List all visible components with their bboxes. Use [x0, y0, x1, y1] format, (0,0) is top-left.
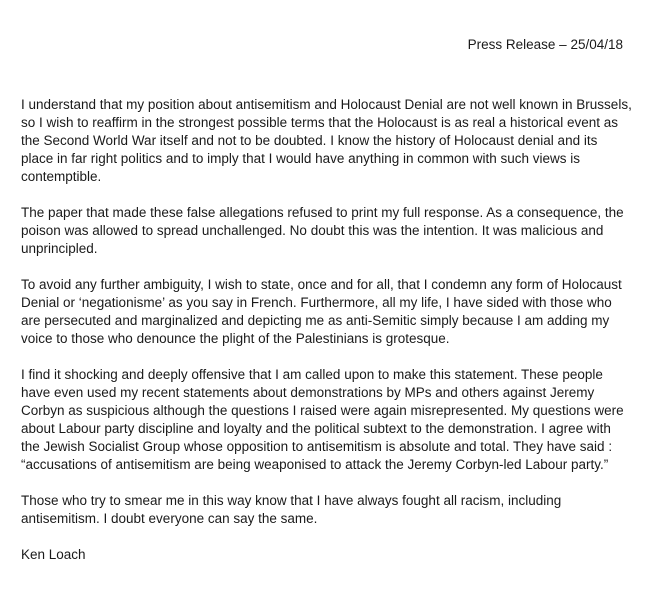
signature: Ken Loach — [21, 547, 86, 562]
press-release-header: Press Release – 25/04/18 — [467, 37, 623, 52]
statement-body — [21, 96, 633, 582]
paragraph-false-allegations: The paper that made these false allegations refused to print my full response. As a consequence, the poison was allowed to spread unchallenged. No doubt this was the intention. It was malicious and unprincipled. — [21, 205, 624, 256]
paragraph-fought-racism: Those who try to smear me in this way know that I have always fought all racism, including antisemitism. I doubt everyone can say the same. — [21, 493, 562, 526]
paragraph-shocking-offensive: I find it shocking and deeply offensive that I am called upon to make this statement. These people have even used my recent statements about demonstrations by MPs and others against Jeremy Corbyn as suspicious although the questions I raised were again misrepresented. My questions were about Labour party discipline and loyalty and the political subtext to the demonstration. I agree with the Jewish Socialist Group whose opposition to antisemitism is absolute and total. They have said : “accusations of antisemitism are being weaponised to attack the Jeremy Corbyn-led Labour party.” — [21, 367, 624, 472]
paragraph-condemn-denial: To avoid any further ambiguity, I wish to state, once and for all, that I condemn any form of Holocaust Denial or ‘negationisme’ as you say in French. Furthermore, all my life, I have sided with those who are persecuted and marginalized and depicting me as anti-Semitic simply because I am adding my voice to those who denounce the plight of the Palestinians is grotesque. — [21, 277, 622, 346]
paragraph-holocaust-position: I understand that my position about antisemitism and Holocaust Denial are not well known in Brussels, so I wish to reaffirm in the strongest possible terms that the Holocaust is as real a historical event as the Second World War itself and not to be doubted. I know the history of Holocaust denial and its place in far right politics and to imply that I would have anything in common with such views is contemptible. — [21, 97, 632, 184]
